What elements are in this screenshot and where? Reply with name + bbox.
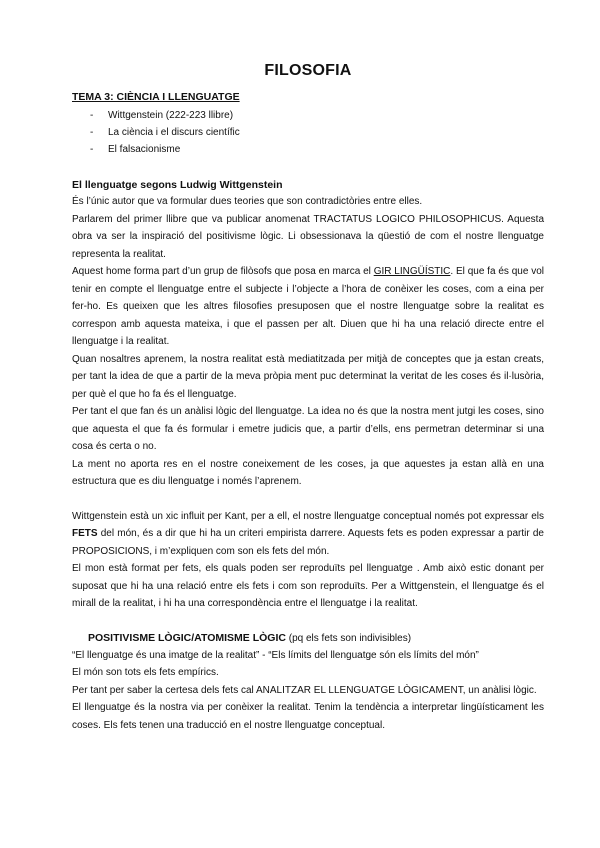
topic-list [72,107,544,158]
topic-item: - El falsacionisme [90,141,544,158]
heading-note: (pq els fets son indivisibles) [285,632,412,644]
spacer [72,491,544,508]
section-heading-positivisme [88,630,544,647]
document-title: FILOSOFIA [264,62,352,79]
text-run: del món, és a dir que hi ha un criteri empirista darrere. Aquests fets es poden expressar a partir de PROPOSICIONS, i m’expliquen com son els fets del món. [72,528,544,557]
paragraph [72,508,544,561]
paragraph: El món son tots els fets empírics. [72,667,219,678]
section-heading-wittgenstein: El llenguatge segons Ludwig Wittgenstein [72,179,283,191]
paragraph: Quan nosaltres aprenem, la nostra realitat està mediatitzada per mitjà de conceptes que ja estan creats, per tant la idea de que a partir de la meva pròpia ment puc determinat la veritat de les coses és il·lusòria, per què el que ho fa és el llenguatge. [72,353,544,400]
paragraph: La ment no aporta res en el nostre coneixement de les coses, ja que aquestes ja estan allà en una estructura que es diu llenguatge i només l’aprenem. [72,458,544,487]
heading-text: POSITIVISME LÒGIC/ATOMISME LÒGIC [88,631,286,644]
text-run: Wittgenstein està un xic influit per Kant, per a ell, el nostre llenguatge conceptual només pot expressar els [72,510,544,522]
document-page [72,62,544,734]
spacer [72,613,544,630]
bold-term: FETS [72,528,98,539]
topic-item: - Wittgenstein (222-223 llibre) [90,107,544,124]
paragraph: És l’únic autor que va formular dues teories que son contradictòries entre elles. [72,196,423,207]
paragraph [72,263,544,351]
paragraph: Per tant per saber la certesa dels fets cal ANALITZAR EL LLENGUATGE LÒGICAMENT, un anàlisi lògic. [72,684,537,696]
paragraph: Per tant el que fan és un anàlisi lògic del llenguatge. La idea no és que la nostra ment jutgi les coses, sino que aquesta el que fa és formular i emetre judicis que, a partir d’ells, ens permetran determinar si una cosa és certa o no. [72,406,544,452]
topic-item: - La ciència i el discurs científic [90,124,544,141]
underlined-term: GIR LINGÜÍSTIC [373,266,451,277]
text-run: . El que fa és que vol tenir en compte el llenguatge entre el subjecte i l’objecte a l’hora de conèixer les coses, com a eina per fer-ho. Es queixen que les altres filosofies presuposen que el nostre llenguatge sobre la realitat es correspon amb aquesta mateixa, i que el passen per alt. Diuen que hi ha una relació directe entre el llenguatge i la realitat. [72,266,544,347]
paragraph: Parlarem del primer llibre que va publicar anomenat TRACTATUS LOGICO PHILOSOPHICUS. Aquesta obra va ser la inspiració del positivisme lògic. Li obsessionava la qüestió de com el nostre llenguatge representa la realitat. [72,213,544,260]
paragraph: El llenguatge és la nostra via per conèixer la realitat. Tenim la tendència a interpretar lingüísticament les coses. Els fets tenen una traducció en el nostre llenguatge conceptual. [72,702,544,731]
paragraph: El mon està format per fets, els quals poden ser reproduïts pel llenguatge . Amb això estic donant per suposat que hi ha una relació entre els fets i com son reproduïts. Per a Wittgenstein, el llenguatge és el mirall de la realitat, i hi ha una correspondència entre el llenguatge i la realitat. [72,563,544,609]
paragraph: “El llenguatge és una imatge de la realitat” - “Els límits del llenguatge són els límits del món” [72,649,479,661]
text-run: Aquest home forma part d’un grup de filòsofs que posa en marca el [72,266,374,277]
topic-heading: TEMA 3: CIÈNCIA I LLENGUATGE [72,91,240,103]
